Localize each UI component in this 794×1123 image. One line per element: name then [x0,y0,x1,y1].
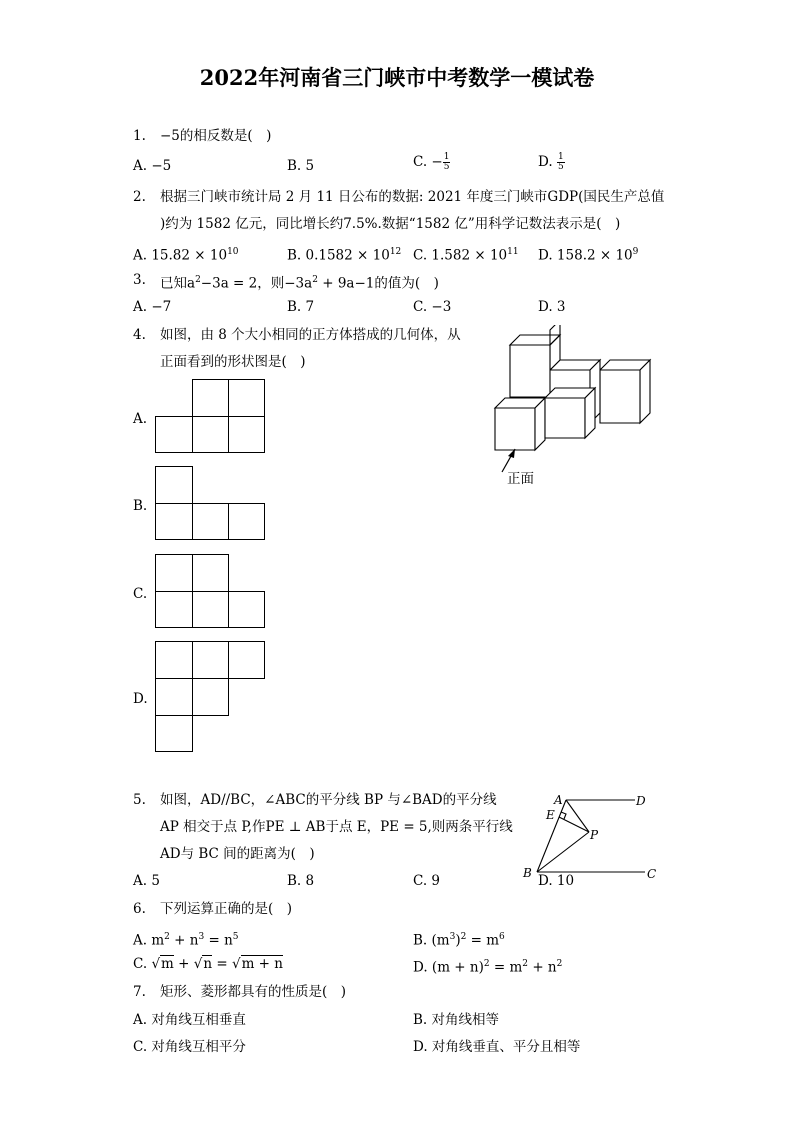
option-c-cell [192,554,229,592]
question-5-option-d: D. 10 [538,873,575,889]
option-a-cell [192,416,229,453]
question-2-line-1: 根据三门峡市统计局 2 月 11 日公布的数据: 2021 年度三门峡市GDP(国民生产总值 [160,189,665,205]
question-4-option-b: B. [133,498,148,514]
option-d-cell [155,641,193,679]
option-b-cell [155,503,193,540]
point-e-label: E [546,808,555,822]
option-d-cell [192,678,229,716]
option-a-cell [192,379,229,417]
question-6-option-c: C. √m + √n = √m + n [133,956,283,972]
option-d-cell [155,715,193,752]
question-3-option-b: B. 7 [287,299,315,315]
question-4-option-d: D. [133,691,148,707]
point-c-label: C [647,867,657,881]
question-2-line-2: )约为 1582 亿元，同比增长约7.5%.数据“1582 亿”用科学记数法表示是( ) [160,216,621,232]
option-c-cell [192,591,229,628]
question-6-option-b: B. $(m^3)^2 = m^6$ [413,932,505,949]
question-7-option-d: D. 对角线垂直、平分且相等 [413,1039,581,1055]
option-b-cell [155,466,193,504]
point-b-label: B [523,866,532,880]
question-6-number: 6. [133,901,146,917]
question-7-option-a: A. 对角线互相垂直 [133,1012,246,1028]
question-1-text: −5的相反数是( ) [160,128,272,144]
question-4-line-2: 正面看到的形状图是( ) [160,354,306,370]
question-1-number: 1. [133,128,146,144]
option-d-cell [228,641,265,679]
question-6-text: 下列运算正确的是( ) [160,901,293,917]
option-c-cell [155,591,193,628]
question-4-option-c: C. [133,586,148,602]
question-1-option-a: A. −5 [133,158,172,174]
option-b-cell [192,503,229,540]
question-3-option-d: D. 3 [538,299,566,315]
question-5-option-a: A. 5 [133,873,160,889]
question-5-line-1: 如图，AD//BC，∠ABC的平分线 BP 与∠BAD的平分线 [160,792,497,808]
option-d-cell [155,678,193,716]
option-a-cell [228,379,265,417]
question-3-option-c: C. −3 [413,299,452,315]
point-p-label: P [590,828,599,842]
question-3-number: 3. [133,272,146,288]
question-4-option-a: A. [133,411,148,427]
question-7-option-c: C. 对角线互相平分 [133,1039,246,1055]
option-b-cell [228,503,265,540]
option-a-cell [155,416,193,453]
front-view-label: 正面 [507,471,534,487]
page-title: 2022年河南省三门峡市中考数学一模试卷 [199,65,595,90]
option-d-cell [192,641,229,679]
question-4-line-1: 如图，由 8 个大小相同的正方体搭成的几何体，从 [160,327,461,343]
question-7-text: 矩形、菱形都具有的性质是( ) [160,984,347,1000]
point-d-label: D [636,794,646,808]
question-1-option-c: C. − $\frac{1}{5}$ [413,152,450,172]
question-5-line-3: AD与 BC 间的距离为( ) [160,846,315,862]
cube-stack-figure [490,325,665,490]
question-5-line-2: AP 相交于点 P,作PE ⊥ AB于点 E，PE = 5,则两条平行线 [160,819,513,835]
question-2-number: 2. [133,189,146,205]
question-2-option-a: A. $15.82 \times 10^{10}$ [133,247,239,264]
option-a-cell [228,416,265,453]
question-1-option-d: D. $\frac{1}{5}$ [538,152,564,172]
question-2-option-b: B. $0.1582 \times 10^{12}$ [287,247,402,264]
question-5-option-c: C. 9 [413,873,441,889]
question-1-option-b: B. 5 [287,158,315,174]
question-3-text: 已知$a^2-3a = 2$，则$-3a^2 + 9a-1$的值为( ) [160,275,439,292]
question-3-option-a: A. −7 [133,299,172,315]
question-7-number: 7. [133,984,146,1000]
question-6-option-a: A. $m^2 + n^3 = n^5$ [133,932,239,949]
question-5-option-b: B. 8 [287,873,315,889]
question-4-number: 4. [133,327,146,343]
question-5-number: 5. [133,792,146,808]
option-c-cell [155,554,193,592]
point-a-label: A [554,793,563,807]
option-c-cell [228,591,265,628]
question-6-option-d: D. $(m + n)^2 = m^2 + n^2$ [413,959,563,976]
question-7-option-b: B. 对角线相等 [413,1012,500,1028]
question-2-option-d: D. $158.2 \times 10^9$ [538,247,639,264]
question-2-option-c: C. $1.582 \times 10^{11}$ [413,247,519,264]
